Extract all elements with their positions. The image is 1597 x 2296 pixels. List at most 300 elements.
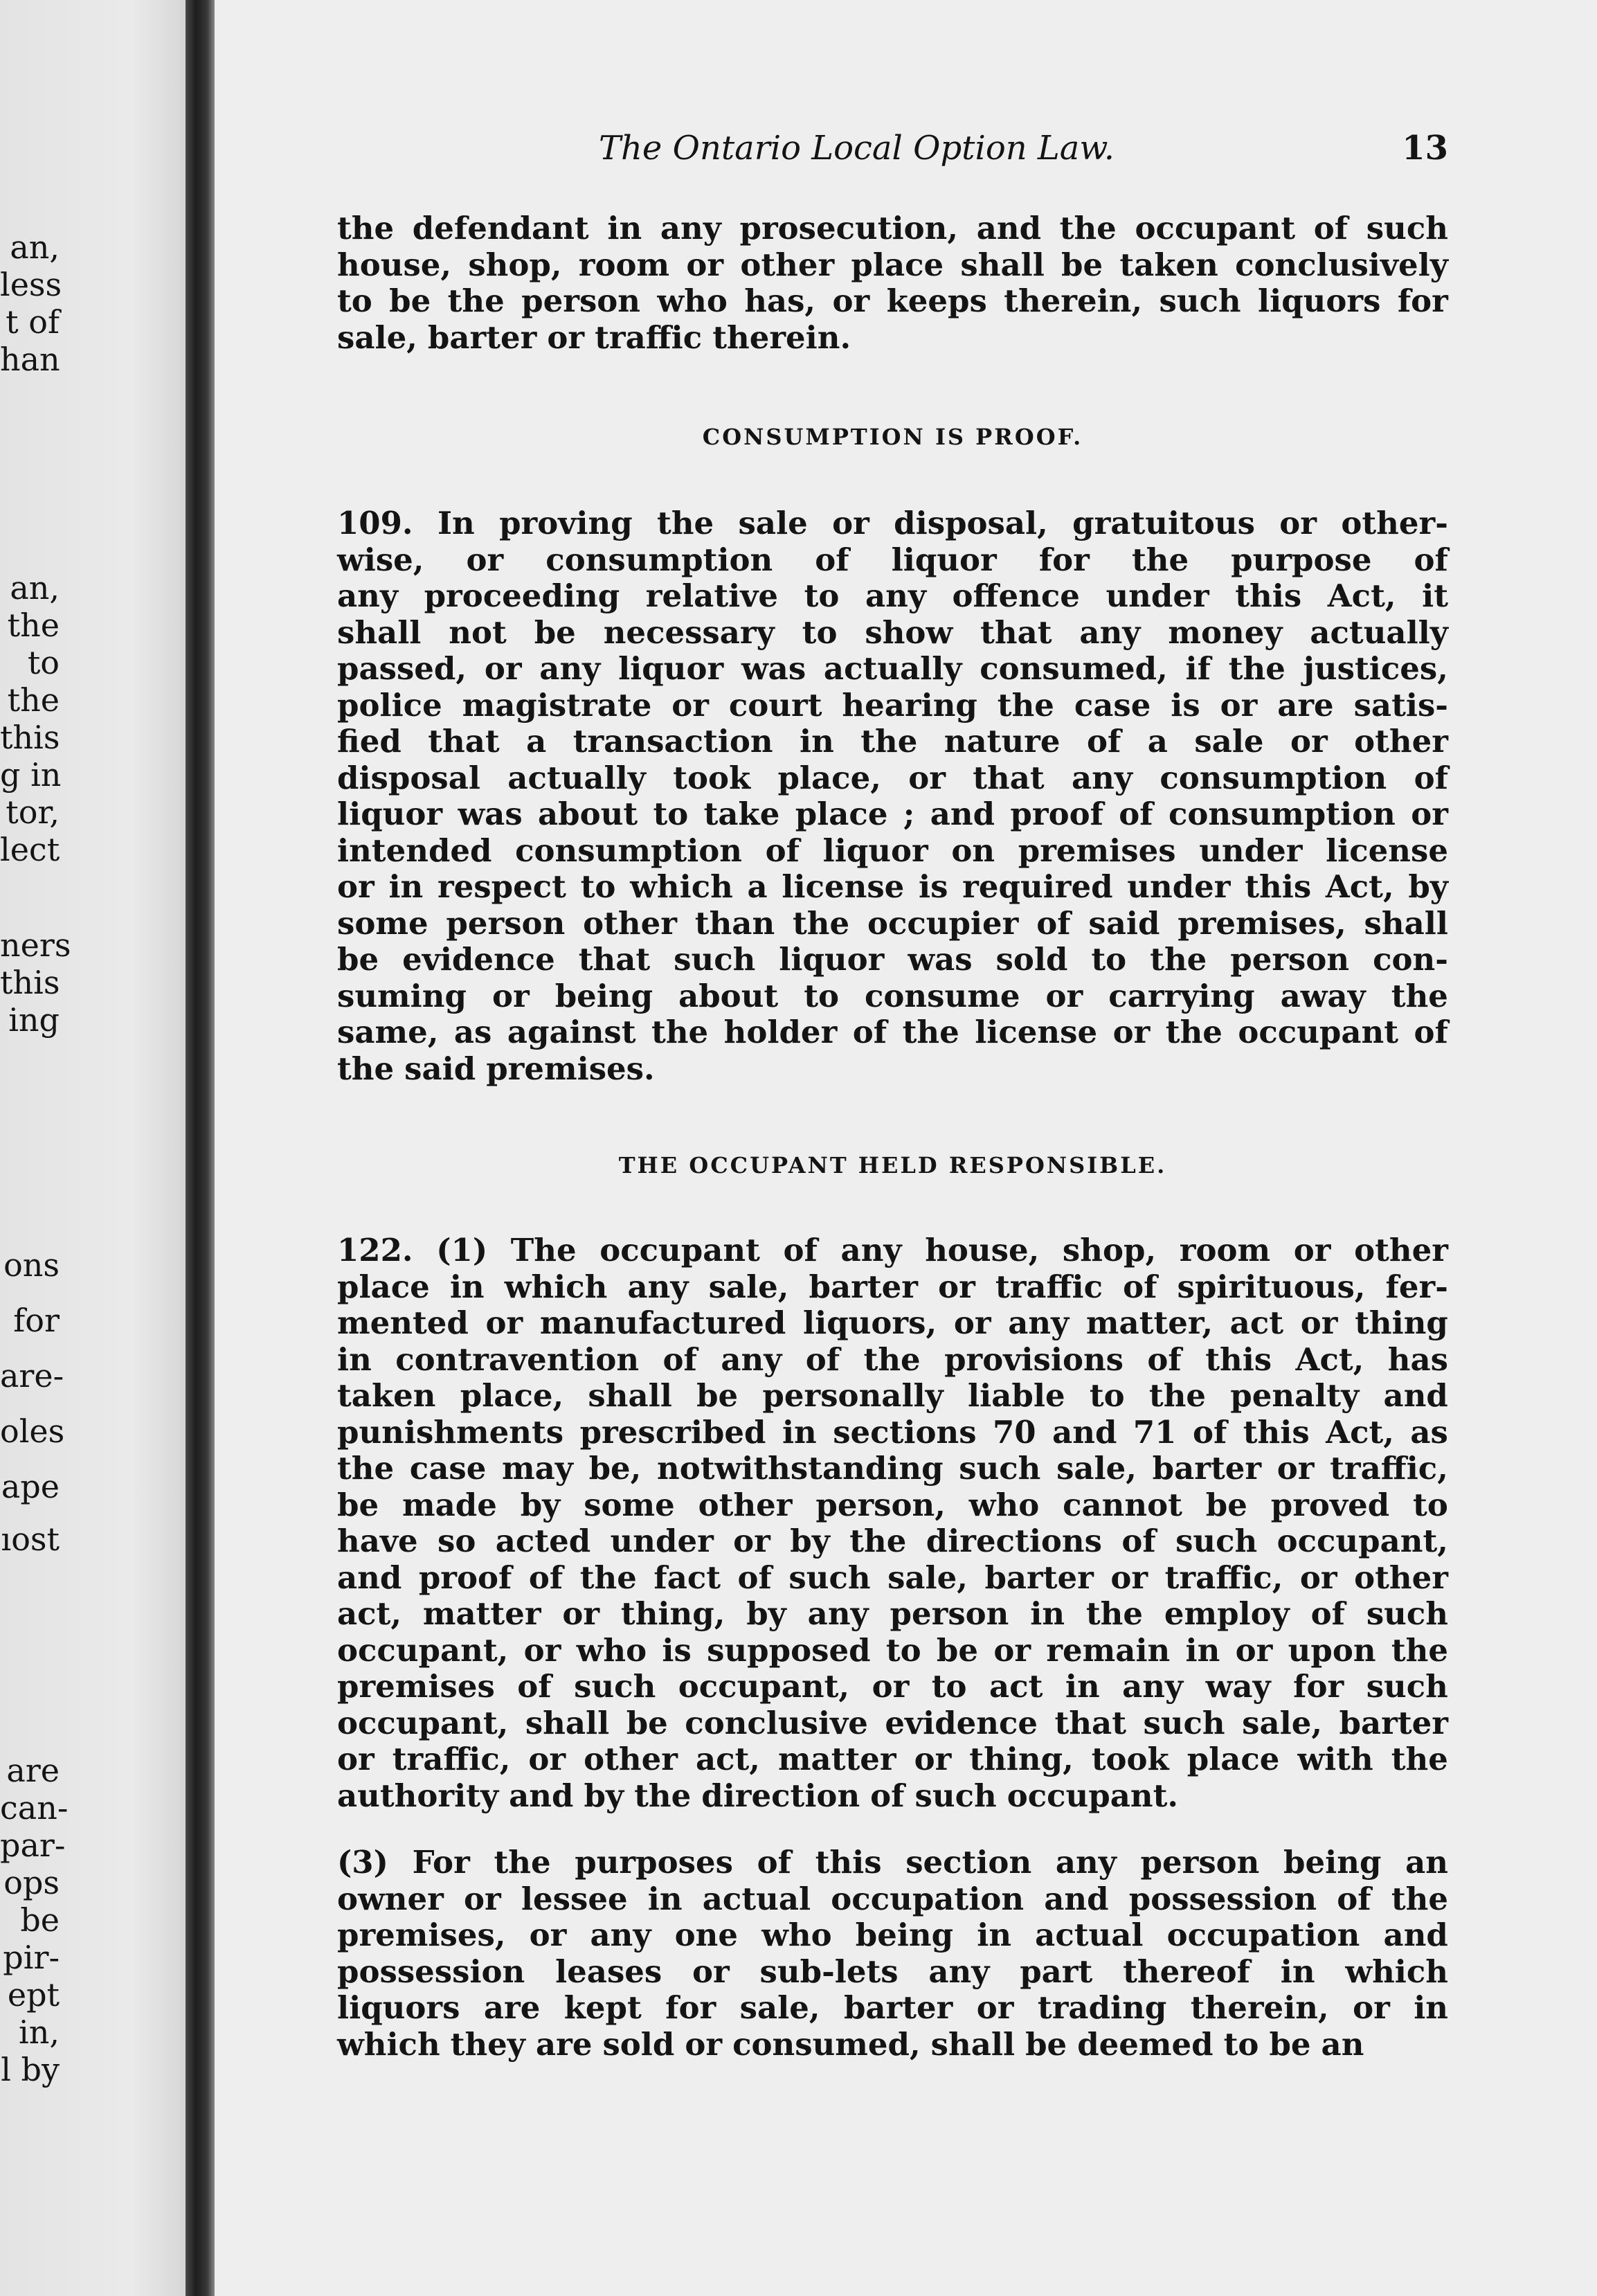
word: or — [1110, 1559, 1148, 1596]
word: or — [914, 1741, 952, 1777]
word: has — [1387, 1340, 1448, 1378]
word: any — [807, 1595, 869, 1632]
word: said — [404, 1050, 476, 1087]
word: consumed, — [732, 2025, 921, 2063]
word: occupier — [867, 904, 1019, 942]
word: in — [800, 723, 834, 760]
word: other — [584, 1741, 678, 1777]
word: the — [657, 505, 714, 541]
word: or — [1299, 1559, 1337, 1596]
word: such — [1366, 1668, 1448, 1705]
word: other — [698, 1486, 793, 1523]
word: in — [1280, 1953, 1315, 1990]
word: or — [1235, 1631, 1273, 1669]
word: by — [746, 1595, 786, 1632]
word: premises — [337, 1668, 495, 1705]
word: who — [761, 1917, 832, 1953]
word: that — [428, 723, 500, 760]
word: of — [757, 1844, 791, 1881]
text-line — [337, 1881, 1448, 1918]
word: wise, — [337, 541, 424, 578]
text-line — [337, 2027, 1448, 2063]
text-line — [337, 542, 1448, 579]
word: or — [547, 319, 585, 356]
word: in — [607, 210, 642, 246]
word: person — [890, 1595, 1009, 1632]
margin-fragment: lect — [0, 831, 60, 868]
word: or — [908, 759, 946, 796]
word: took — [673, 759, 751, 796]
word: are — [1277, 686, 1334, 724]
previous-page-text-fragments — [0, 0, 187, 2296]
word: or — [1290, 723, 1328, 760]
word: house, — [925, 1232, 1040, 1268]
word: is — [662, 1631, 692, 1669]
word: such — [1366, 210, 1448, 246]
word: prosecution, — [739, 210, 959, 246]
word: the — [447, 282, 505, 319]
word: barter — [843, 1989, 953, 2026]
word: to — [804, 977, 840, 1014]
word: justices, — [1303, 650, 1448, 687]
word: passed, — [337, 650, 467, 687]
word: nature — [944, 723, 1061, 760]
text-line — [337, 1917, 1448, 1954]
text-line — [337, 1305, 1448, 1342]
word: of — [1119, 796, 1153, 832]
word: place — [1187, 1741, 1280, 1777]
word: person, — [815, 1486, 946, 1523]
word: or — [953, 1304, 991, 1341]
word: transaction — [572, 723, 773, 760]
word: the — [1131, 541, 1189, 578]
word: or — [464, 1880, 501, 1917]
word: actually — [823, 650, 962, 687]
word: this — [1245, 868, 1312, 905]
word: to — [580, 868, 616, 905]
word: any — [660, 210, 721, 246]
word: notwithstanding — [656, 1450, 944, 1487]
word: other — [740, 246, 835, 283]
word: employ — [1164, 1595, 1290, 1632]
word: to — [802, 613, 838, 651]
word: to — [804, 577, 840, 614]
word: or — [1353, 1989, 1390, 2026]
word: thing, — [620, 1595, 725, 1632]
text-line — [337, 210, 1448, 247]
word: liable — [968, 1377, 1065, 1414]
margin-fragment: oles — [0, 1412, 65, 1450]
word: cannot — [1063, 1486, 1182, 1523]
word: disposal — [337, 759, 480, 796]
word: the — [1391, 977, 1448, 1014]
word: with — [1297, 1741, 1373, 1777]
word: Act, — [1327, 577, 1396, 614]
word: of — [1414, 541, 1448, 578]
word: to — [653, 796, 689, 832]
word: act, — [337, 1595, 402, 1632]
word: any — [539, 650, 601, 687]
word: taken — [337, 1377, 436, 1414]
word: room — [578, 246, 670, 283]
word: in — [977, 1917, 1012, 1953]
word: fact — [653, 1559, 721, 1596]
word: which — [504, 1268, 608, 1305]
word: or — [529, 1917, 567, 1953]
word: For — [412, 1844, 470, 1881]
word: be — [1269, 2025, 1311, 2063]
word: magistrate — [462, 686, 652, 724]
word: defendant — [412, 210, 589, 246]
margin-fragment: for — [13, 1302, 60, 1339]
word: intended — [337, 832, 492, 869]
word: liquor — [337, 796, 443, 832]
word: of — [528, 1559, 563, 1596]
word: and — [509, 1777, 574, 1814]
word: the — [651, 1014, 709, 1050]
word: any — [337, 577, 399, 614]
word: who — [968, 1486, 1040, 1523]
word: authority — [337, 1777, 499, 1814]
word: such — [1143, 1704, 1225, 1741]
word: an — [1321, 2025, 1364, 2063]
word: being — [554, 977, 653, 1014]
margin-fragment: can- — [0, 1789, 69, 1827]
word: to — [1223, 2025, 1259, 2063]
word: shall — [525, 1704, 610, 1741]
word: or — [993, 1631, 1031, 1669]
word: place, — [460, 1377, 564, 1414]
word: or — [485, 1304, 523, 1341]
word: shall — [1364, 904, 1448, 942]
text-line — [337, 1487, 1448, 1524]
word: to — [1413, 1486, 1448, 1523]
text-line — [337, 505, 1448, 542]
word: or — [1045, 977, 1083, 1014]
word: case — [1074, 686, 1151, 724]
word: than — [694, 904, 775, 942]
word: the — [1391, 1880, 1448, 1917]
word: occupant, — [337, 1704, 509, 1741]
word: respect — [437, 868, 566, 905]
word: any — [1055, 1844, 1117, 1881]
word: and — [337, 1559, 402, 1596]
word: matter — [422, 1595, 541, 1632]
word: may — [501, 1450, 573, 1487]
word: actual — [702, 1880, 811, 1917]
word: an — [1405, 1844, 1448, 1881]
word: liquor — [891, 541, 997, 578]
word: shall — [337, 613, 422, 651]
word: actually — [1310, 613, 1448, 651]
margin-fragment: the — [7, 681, 60, 719]
word: remain — [1046, 1631, 1171, 1669]
word: shall — [960, 246, 1045, 283]
word: fied — [337, 723, 401, 760]
word: said — [1088, 904, 1160, 942]
word: of — [815, 541, 849, 578]
word: consumption — [545, 541, 773, 578]
word: or — [466, 541, 504, 578]
margin-fragment: ept — [7, 1976, 60, 2014]
word: to — [337, 282, 372, 319]
margin-fragment: tor, — [6, 793, 60, 831]
word: by — [584, 1777, 624, 1814]
word: act — [1229, 1304, 1284, 1341]
word: was — [458, 796, 523, 832]
word: sale, — [887, 1559, 968, 1596]
word: in — [782, 1413, 817, 1451]
word: premises. — [486, 1050, 655, 1087]
margin-fragment: this — [0, 964, 60, 1001]
text-line — [337, 833, 1448, 870]
word: case — [409, 1450, 487, 1487]
text-line — [337, 869, 1448, 906]
word: be — [337, 1486, 379, 1523]
word: by — [790, 1523, 830, 1559]
word: gratuitous — [1072, 505, 1255, 541]
word: lessee — [521, 1880, 628, 1917]
word: such — [959, 1450, 1041, 1487]
text-line — [337, 978, 1448, 1015]
word: occupant, — [1276, 1523, 1448, 1559]
word: relative — [645, 577, 778, 614]
word: of — [805, 1340, 840, 1378]
text-line — [337, 1415, 1448, 1451]
word: sale, — [337, 319, 417, 356]
word: (3) — [337, 1844, 388, 1881]
word: or — [1220, 686, 1258, 724]
word: court — [728, 686, 822, 724]
word: or — [337, 868, 375, 905]
margin-fragment: be — [20, 1901, 60, 1939]
word: any — [865, 577, 926, 614]
word: any — [1079, 613, 1141, 651]
word: the — [1228, 650, 1285, 687]
word: in — [1414, 1989, 1448, 2026]
word: and — [1044, 1880, 1109, 1917]
text-line — [337, 942, 1448, 978]
word: disposal, — [894, 505, 1048, 541]
word: a — [747, 868, 768, 905]
margin-fragment: this — [0, 719, 60, 756]
word: to — [931, 1668, 967, 1705]
word: in — [1065, 1668, 1100, 1705]
word: or — [686, 246, 724, 283]
word: be, — [588, 1450, 642, 1487]
word: be — [696, 1377, 739, 1414]
word: and — [976, 210, 1042, 246]
margin-fragment: l by — [1, 2051, 60, 2088]
word: occupation — [831, 1880, 1025, 1917]
word: suming — [337, 977, 467, 1014]
word: shall — [930, 2025, 1016, 2063]
word: actual — [1035, 1917, 1144, 1953]
text-line — [337, 688, 1448, 724]
word: sale — [738, 505, 808, 541]
margin-fragment: are- — [0, 1357, 64, 1394]
word: occupant — [599, 1232, 760, 1268]
word: of — [1147, 1340, 1182, 1378]
word: such — [788, 1559, 871, 1596]
word: license — [975, 1014, 1098, 1050]
section-heading-occupant: THE OCCUPANT HELD RESPONSIBLE. — [618, 1152, 1167, 1178]
word: under — [610, 1523, 714, 1559]
word: if — [1185, 650, 1211, 687]
word: to — [1091, 941, 1127, 978]
text-line — [337, 651, 1448, 688]
margin-fragment: pir- — [3, 1939, 60, 1976]
word: occupant — [1238, 1014, 1399, 1050]
margin-fragment: ops — [3, 1864, 60, 1901]
word: of — [1313, 210, 1348, 246]
word: deemed — [1077, 2025, 1213, 2063]
word: carrying — [1108, 977, 1255, 1014]
word: place — [337, 1268, 430, 1305]
word: be — [626, 1704, 668, 1741]
word: be — [1025, 2025, 1067, 2063]
word: or — [562, 1595, 600, 1632]
word: actually — [507, 759, 646, 796]
word: in — [1030, 1595, 1065, 1632]
word: for — [1038, 541, 1090, 578]
word: or — [528, 1741, 566, 1777]
word: consume — [865, 977, 1020, 1014]
text-line — [337, 724, 1448, 760]
word: any — [721, 1340, 782, 1378]
word: sale, — [739, 1989, 820, 2026]
word: therein, — [1004, 282, 1143, 319]
word: thing, — [969, 1741, 1074, 1777]
word: in — [1185, 1631, 1220, 1669]
word: has, — [744, 282, 816, 319]
text-line — [337, 1741, 1448, 1778]
running-header — [337, 129, 1448, 172]
word: 71 — [1133, 1413, 1177, 1451]
word: any — [840, 1232, 902, 1268]
text-line — [337, 578, 1448, 615]
word: be — [337, 941, 379, 978]
word: holder — [723, 1014, 838, 1050]
word: 122. — [337, 1232, 413, 1268]
word: of — [765, 832, 800, 869]
word: conclusive — [685, 1704, 868, 1741]
word: person — [521, 282, 641, 319]
word: Act, — [1326, 1413, 1394, 1451]
word: directions — [926, 1523, 1102, 1559]
word: sections — [833, 1413, 977, 1451]
word: premises, — [337, 1917, 506, 1953]
word: occupant. — [1007, 1777, 1179, 1814]
word: barter — [809, 1268, 919, 1305]
word: 70 — [992, 1413, 1036, 1451]
word: in — [388, 868, 424, 905]
word: such — [914, 1777, 997, 1814]
margin-fragment: par- — [0, 1827, 66, 1864]
word: other- — [1341, 505, 1448, 541]
word: the — [579, 1559, 637, 1596]
word: which — [337, 2025, 440, 2063]
word: not — [449, 613, 507, 651]
margin-fragment: an, — [10, 569, 60, 607]
paragraph-continuation — [337, 210, 1448, 356]
word: (1) — [436, 1232, 488, 1268]
word: of — [852, 1014, 887, 1050]
word: necessary — [603, 613, 775, 651]
word: being — [855, 1917, 954, 1953]
word: keeps — [886, 282, 987, 319]
word: act, — [695, 1741, 760, 1777]
word: traffic, — [1330, 1450, 1448, 1487]
word: or — [872, 1668, 910, 1705]
word: kept — [563, 1989, 642, 2026]
word: supposed — [707, 1631, 871, 1669]
word: barter — [1152, 1450, 1262, 1487]
word: the — [902, 1014, 959, 1050]
word: occupant, — [337, 1631, 509, 1669]
text-line — [337, 1560, 1448, 1597]
paragraph-section-122-3 — [337, 1845, 1448, 2063]
word: shop, — [468, 246, 562, 283]
word: to — [885, 1631, 921, 1669]
word: consumed, — [980, 650, 1168, 687]
word: take — [703, 796, 780, 832]
text-line — [337, 1990, 1448, 2027]
word: such — [674, 941, 756, 978]
word: one — [674, 1917, 738, 1953]
word: a — [1147, 723, 1168, 760]
word: that — [578, 941, 651, 978]
word: any — [1008, 1304, 1070, 1341]
word: police — [337, 686, 442, 724]
word: any — [590, 1917, 651, 1953]
text-line — [337, 1778, 1448, 1815]
word: leases — [555, 1953, 662, 1990]
text-line — [337, 1342, 1448, 1379]
word: be — [534, 613, 576, 651]
word: purpose — [1231, 541, 1372, 578]
word: the — [337, 210, 395, 246]
word: sale — [1194, 723, 1264, 760]
word: the — [1150, 941, 1207, 978]
text-line — [337, 906, 1448, 942]
text-line — [337, 1451, 1448, 1487]
word: direction — [701, 1777, 860, 1814]
word: in — [449, 1268, 485, 1305]
word: so — [437, 1523, 476, 1559]
text-line — [337, 1954, 1448, 1991]
word: thing — [1355, 1304, 1448, 1341]
word: punishments — [337, 1413, 564, 1451]
word: under — [1127, 868, 1231, 905]
word: or — [484, 650, 522, 687]
word: other — [1354, 723, 1448, 760]
word: was — [741, 650, 806, 687]
word: contravention — [395, 1340, 640, 1378]
word: this — [815, 1844, 882, 1881]
word: sale, — [708, 1268, 789, 1305]
word: liquor — [618, 650, 724, 687]
word: manufactured — [539, 1304, 786, 1341]
margin-fragment: ıost — [1, 1521, 60, 1558]
word: as — [1410, 1413, 1448, 1451]
word: which — [630, 868, 733, 905]
word: some — [337, 904, 428, 942]
word: provisions — [944, 1340, 1124, 1378]
text-line — [337, 796, 1448, 833]
word: barter — [984, 1559, 1094, 1596]
word: evidence — [402, 941, 555, 978]
